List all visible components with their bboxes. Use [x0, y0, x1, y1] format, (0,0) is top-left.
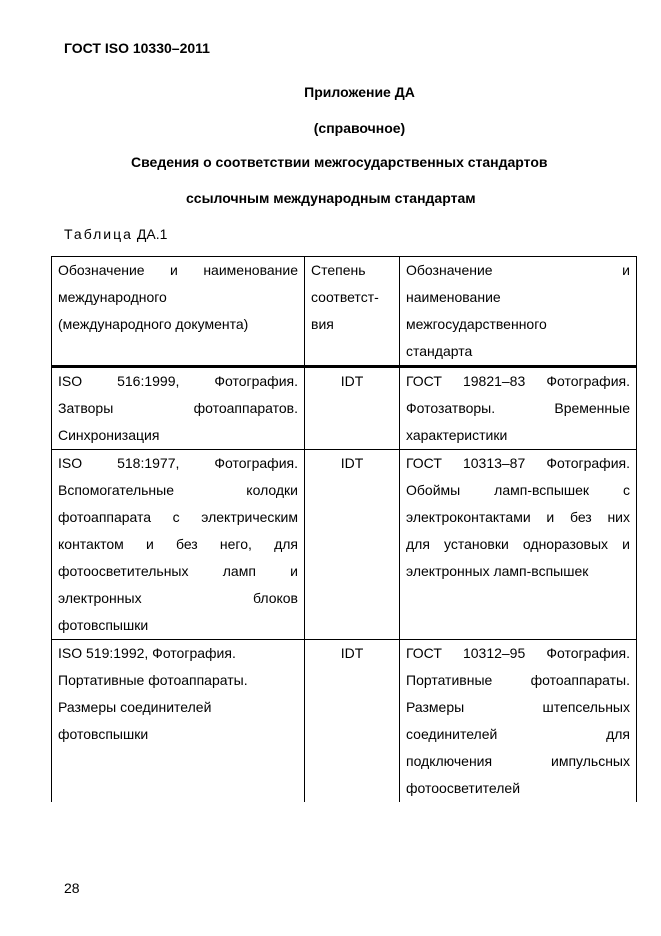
header-line: Степень	[311, 262, 366, 278]
table-caption-number: ДА.1	[136, 226, 168, 242]
header-cell-degree	[305, 257, 400, 367]
cell-degree: IDT	[305, 450, 400, 640]
header-line: международного	[58, 289, 167, 305]
header-cell-international	[52, 257, 305, 367]
cell-line: Затворы фотоаппаратов.	[58, 400, 298, 416]
header-line: соответст-	[311, 289, 379, 305]
cell-line: Вспомогательные колодки	[58, 482, 298, 498]
cell-interstate-standard	[400, 367, 637, 450]
cell-degree: IDT	[305, 367, 400, 450]
cell-line: Портативные фотоаппараты.	[406, 672, 630, 688]
cell-international-standard	[52, 640, 305, 803]
cell-line: для установки одноразовых и	[406, 536, 630, 552]
cell-line: характеристики	[406, 427, 508, 443]
page-number: 28	[64, 880, 80, 896]
appendix-status: (справочное)	[313, 120, 406, 136]
header-line: наименование	[406, 289, 501, 305]
table-caption	[64, 226, 167, 242]
cell-line: электроконтактами и без них	[406, 509, 630, 525]
cell-line: Портативные фотоаппараты.	[58, 672, 248, 688]
cell-line: фотоосветителей	[406, 780, 521, 796]
cell-line: ГОСТ 19821–83 Фотография.	[406, 373, 630, 389]
cell-line: ISO 519:1992, Фотография.	[58, 645, 236, 661]
cell-line: электронных блоков	[58, 590, 298, 606]
cell-line: фотоаппарата с электрическим	[58, 509, 298, 525]
table-row	[52, 367, 637, 450]
header-line: Обозначение и	[406, 262, 630, 278]
table-caption-word: Таблица	[64, 226, 133, 242]
cell-line: Обоймы ламп-вспышек с	[406, 482, 630, 498]
cell-international-standard	[52, 450, 305, 640]
cell-line: контактом и без него, для	[58, 536, 298, 552]
cell-degree: IDT	[305, 640, 400, 803]
header-cell-interstate	[400, 257, 637, 367]
cell-line: ISO 516:1999, Фотография.	[58, 373, 298, 389]
cell-line: ГОСТ 10313–87 Фотография.	[406, 455, 630, 471]
table-row	[52, 450, 637, 640]
cell-international-standard	[52, 367, 305, 450]
cell-line: электронных ламп-вспышек	[406, 563, 589, 579]
cell-line: ГОСТ 10312–95 Фотография.	[406, 645, 630, 661]
standards-table	[51, 256, 637, 802]
document-header: ГОСТ ISO 10330–2011	[64, 40, 210, 56]
cell-line: фотовспышки	[58, 617, 149, 633]
header-line: Обозначение и наименование	[58, 262, 298, 278]
appendix-title: Приложение ДА	[304, 84, 415, 100]
cell-line: Фотозатворы. Временные	[406, 400, 630, 416]
cell-interstate-standard	[400, 450, 637, 640]
cell-line: Синхронизация	[58, 427, 160, 443]
cell-line: Размеры соединителей	[58, 699, 212, 715]
table-row	[52, 640, 637, 803]
header-line: стандарта	[406, 343, 473, 359]
appendix-heading-line2: ссылочным международным стандартам	[186, 190, 476, 206]
appendix-heading-line1: Сведения о соответствии межгосударственных стандартов	[131, 154, 548, 170]
cell-line: фотовспышки	[58, 726, 149, 742]
table-header-row	[52, 257, 637, 367]
header-line: межгосударственного	[406, 316, 547, 332]
cell-line: подключения импульсных	[406, 753, 630, 769]
cell-line: фотоосветительных ламп и	[58, 563, 298, 579]
cell-line: ISO 518:1977, Фотография.	[58, 455, 298, 471]
cell-interstate-standard	[400, 640, 637, 803]
cell-line: соединителей для	[406, 726, 630, 742]
header-line: (международного документа)	[58, 316, 249, 332]
cell-line: Размеры штепсельных	[406, 699, 630, 715]
header-line: вия	[311, 316, 334, 332]
